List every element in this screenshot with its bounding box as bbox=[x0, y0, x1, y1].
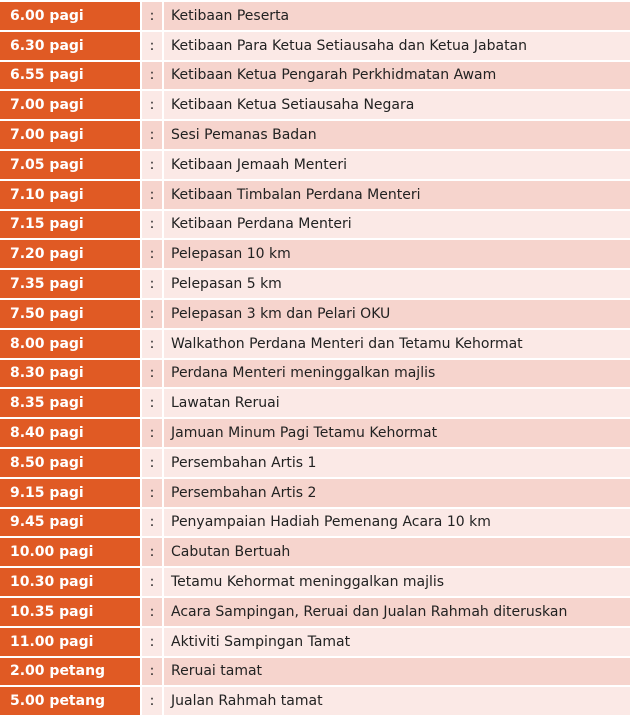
separator-cell: : bbox=[142, 568, 162, 596]
time-cell: 7.05 pagi bbox=[0, 151, 140, 179]
table-row bbox=[0, 658, 632, 688]
event-cell: Ketibaan Timbalan Perdana Menteri bbox=[164, 181, 630, 209]
separator-cell: : bbox=[142, 628, 162, 656]
table-row bbox=[0, 628, 632, 658]
table-row bbox=[0, 32, 632, 62]
table-row bbox=[0, 2, 632, 32]
separator-cell: : bbox=[142, 62, 162, 90]
event-cell: Perdana Menteri meninggalkan majlis bbox=[164, 360, 630, 388]
table-row bbox=[0, 479, 632, 509]
time-cell: 2.00 petang bbox=[0, 658, 140, 686]
time-cell: 7.20 pagi bbox=[0, 240, 140, 268]
event-cell: Pelepasan 10 km bbox=[164, 240, 630, 268]
event-cell: Pelepasan 3 km dan Pelari OKU bbox=[164, 300, 630, 328]
time-cell: 6.30 pagi bbox=[0, 32, 140, 60]
event-cell: Ketibaan Ketua Pengarah Perkhidmatan Awam bbox=[164, 62, 630, 90]
separator-cell: : bbox=[142, 479, 162, 507]
time-cell: 7.35 pagi bbox=[0, 270, 140, 298]
table-row bbox=[0, 300, 632, 330]
separator-cell: : bbox=[142, 598, 162, 626]
time-cell: 7.00 pagi bbox=[0, 91, 140, 119]
time-cell: 9.15 pagi bbox=[0, 479, 140, 507]
time-cell: 6.55 pagi bbox=[0, 62, 140, 90]
event-cell: Penyampaian Hadiah Pemenang Acara 10 km bbox=[164, 509, 630, 537]
table-row bbox=[0, 419, 632, 449]
event-cell: Walkathon Perdana Menteri dan Tetamu Kehormat bbox=[164, 330, 630, 358]
separator-cell: : bbox=[142, 91, 162, 119]
table-row bbox=[0, 389, 632, 419]
event-cell: Persembahan Artis 1 bbox=[164, 449, 630, 477]
event-cell: Cabutan Bertuah bbox=[164, 538, 630, 566]
separator-cell: : bbox=[142, 240, 162, 268]
separator-cell: : bbox=[142, 360, 162, 388]
table-row bbox=[0, 449, 632, 479]
event-cell: Ketibaan Jemaah Menteri bbox=[164, 151, 630, 179]
table-row bbox=[0, 538, 632, 568]
separator-cell: : bbox=[142, 270, 162, 298]
table-row bbox=[0, 91, 632, 121]
separator-cell: : bbox=[142, 32, 162, 60]
time-cell: 8.35 pagi bbox=[0, 389, 140, 417]
event-cell: Lawatan Reruai bbox=[164, 389, 630, 417]
table-row bbox=[0, 211, 632, 241]
separator-cell: : bbox=[142, 211, 162, 239]
table-row bbox=[0, 181, 632, 211]
event-cell: Ketibaan Perdana Menteri bbox=[164, 211, 630, 239]
table-row bbox=[0, 598, 632, 628]
time-cell: 8.00 pagi bbox=[0, 330, 140, 358]
table-row bbox=[0, 270, 632, 300]
separator-cell: : bbox=[142, 687, 162, 715]
time-cell: 5.00 petang bbox=[0, 687, 140, 715]
time-cell: 7.50 pagi bbox=[0, 300, 140, 328]
time-cell: 7.00 pagi bbox=[0, 121, 140, 149]
time-cell: 8.40 pagi bbox=[0, 419, 140, 447]
event-cell: Acara Sampingan, Reruai dan Jualan Rahmah diteruskan bbox=[164, 598, 630, 626]
event-cell: Aktiviti Sampingan Tamat bbox=[164, 628, 630, 656]
table-row bbox=[0, 121, 632, 151]
table-row bbox=[0, 360, 632, 390]
separator-cell: : bbox=[142, 151, 162, 179]
time-cell: 8.50 pagi bbox=[0, 449, 140, 477]
table-row bbox=[0, 568, 632, 598]
separator-cell: : bbox=[142, 330, 162, 358]
time-cell: 7.10 pagi bbox=[0, 181, 140, 209]
time-cell: 7.15 pagi bbox=[0, 211, 140, 239]
time-cell: 11.00 pagi bbox=[0, 628, 140, 656]
time-cell: 8.30 pagi bbox=[0, 360, 140, 388]
event-cell: Ketibaan Para Ketua Setiausaha dan Ketua Jabatan bbox=[164, 32, 630, 60]
separator-cell: : bbox=[142, 300, 162, 328]
table-row bbox=[0, 687, 632, 717]
table-row bbox=[0, 509, 632, 539]
event-cell: Sesi Pemanas Badan bbox=[164, 121, 630, 149]
time-cell: 6.00 pagi bbox=[0, 2, 140, 30]
separator-cell: : bbox=[142, 538, 162, 566]
event-cell: Ketibaan Peserta bbox=[164, 2, 630, 30]
separator-cell: : bbox=[142, 121, 162, 149]
table-row bbox=[0, 62, 632, 92]
separator-cell: : bbox=[142, 449, 162, 477]
table-row bbox=[0, 240, 632, 270]
event-cell: Ketibaan Ketua Setiausaha Negara bbox=[164, 91, 630, 119]
separator-cell: : bbox=[142, 509, 162, 537]
event-cell: Persembahan Artis 2 bbox=[164, 479, 630, 507]
table-row bbox=[0, 151, 632, 181]
time-cell: 10.35 pagi bbox=[0, 598, 140, 626]
separator-cell: : bbox=[142, 658, 162, 686]
separator-cell: : bbox=[142, 389, 162, 417]
table-row bbox=[0, 330, 632, 360]
separator-cell: : bbox=[142, 181, 162, 209]
time-cell: 9.45 pagi bbox=[0, 509, 140, 537]
event-cell: Jamuan Minum Pagi Tetamu Kehormat bbox=[164, 419, 630, 447]
separator-cell: : bbox=[142, 2, 162, 30]
event-cell: Tetamu Kehormat meninggalkan majlis bbox=[164, 568, 630, 596]
event-cell: Jualan Rahmah tamat bbox=[164, 687, 630, 715]
event-cell: Reruai tamat bbox=[164, 658, 630, 686]
time-cell: 10.30 pagi bbox=[0, 568, 140, 596]
time-cell: 10.00 pagi bbox=[0, 538, 140, 566]
separator-cell: : bbox=[142, 419, 162, 447]
event-cell: Pelepasan 5 km bbox=[164, 270, 630, 298]
